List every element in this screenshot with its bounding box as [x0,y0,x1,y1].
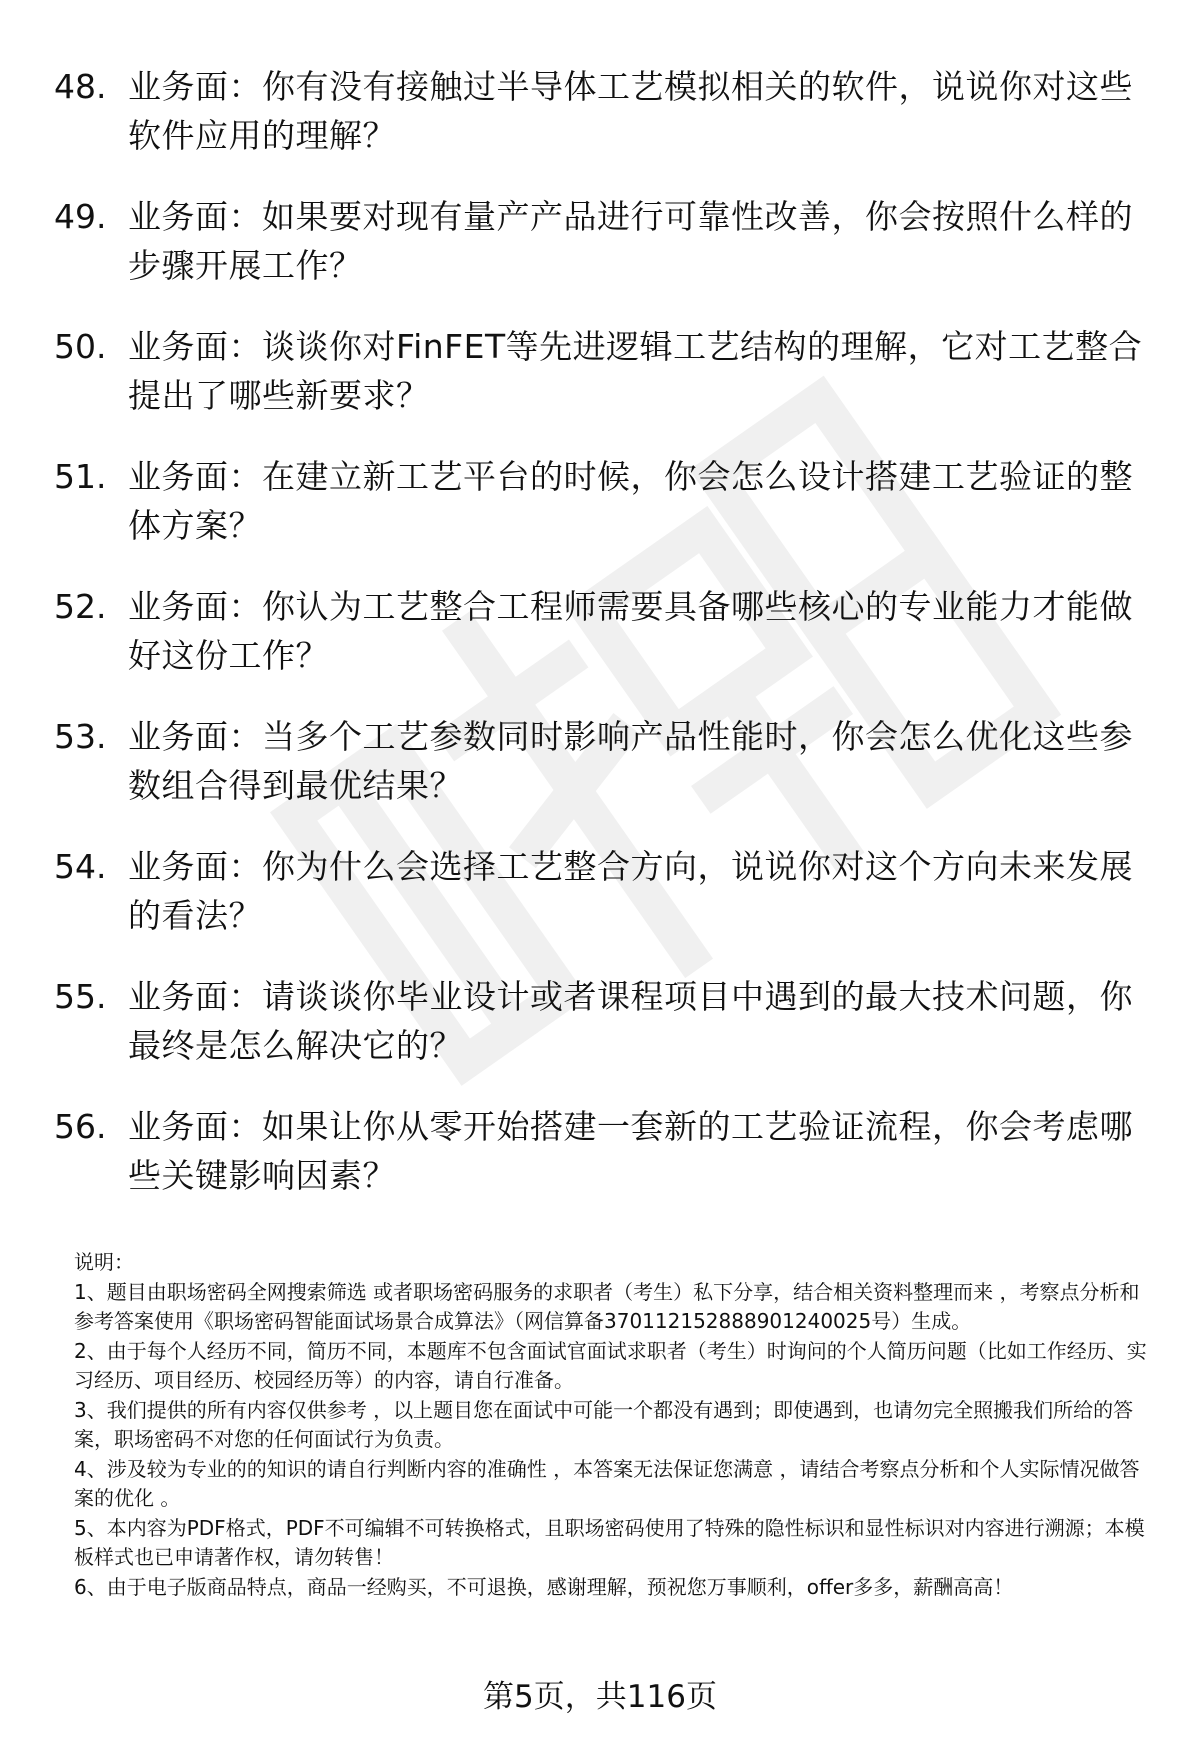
question-text: 业务面：如果要对现有量产产品进行可靠性改善，你会按照什么样的步骤开展工作？ [128,197,1133,285]
question-number: 54. [54,847,107,886]
question-number: 48. [54,67,107,106]
question-number: 50. [54,327,107,366]
question-text: 业务面：请谈谈你毕业设计或者课程项目中遇到的最大技术问题，你最终是怎么解决它的？ [128,977,1133,1065]
question-text: 业务面：如果让你从零开始搭建一套新的工艺验证流程，你会考虑哪些关键影响因素？ [128,1107,1133,1195]
question-number: 51. [54,457,107,496]
notes-section [74,1248,1154,1602]
question-item [54,972,1154,1102]
question-item [54,322,1154,452]
question-list [54,62,1154,1232]
question-item [54,192,1154,322]
question-text: 业务面：在建立新工艺平台的时候，你会怎么设计搭建工艺验证的整体方案？ [128,457,1133,545]
question-number: 55. [54,977,107,1016]
note-item: 2、由于每个人经历不同，简历不同，本题库不包含面试官面试求职者（考生）时询问的个人简历问题（比如工作经历、实习经历、项目经历、校园经历等）的内容，请自行准备。 [74,1338,1147,1392]
question-text: 业务面：当多个工艺参数同时影响产品性能时，你会怎么优化这些参数组合得到最优结果？ [128,717,1133,805]
question-number: 56. [54,1107,107,1146]
question-item [54,712,1154,842]
note-item: 6、由于电子版商品特点，商品一经购买，不可退换，感谢理解，预祝您万事顺利，offer多多，薪酬高高！ [74,1574,1014,1599]
note-item: 1、题目由职场密码全网搜索筛选 或者职场密码服务的求职者（考生）私下分享，结合相关资料整理而来 ，考察点分析和参考答案使用《职场密码智能面试场景合成算法》（网信算备370112152888901240025号）生成。 [74,1279,1140,1333]
note-item: 4、涉及较为专业的的知识的请自行判断内容的准确性 ，本答案无法保证您满意 ，请结合考察点分析和个人实际情况做答案的优化 。 [74,1456,1140,1510]
question-number: 49. [54,197,107,236]
question-text: 业务面：你有没有接触过半导体工艺模拟相关的软件，说说你对这些软件应用的理解？ [128,67,1133,155]
question-item [54,842,1154,972]
question-text: 业务面：你认为工艺整合工程师需要具备哪些核心的专业能力才能做好这份工作？ [128,587,1133,675]
question-number: 53. [54,717,107,756]
page-number: 第5页，共116页 [483,1679,717,1715]
question-item [54,1102,1154,1232]
note-item: 5、本内容为PDF格式，PDF不可编辑不可转换格式，且职场密码使用了特殊的隐性标识和显性标识对内容进行溯源；本模板样式也已申请著作权，请勿转售！ [74,1515,1145,1569]
question-text: 业务面：你为什么会选择工艺整合方向，说说你对这个方向未来发展的看法？ [128,847,1133,935]
question-item [54,62,1154,192]
notes-title: 说明： [74,1250,134,1274]
note-item: 3、我们提供的所有内容仅供参考 ，以上题目您在面试中可能一个都没有遇到；即使遇到，也请勿完全照搬我们所给的答案，职场密码不对您的任何面试行为负责。 [74,1397,1134,1451]
question-number: 52. [54,587,107,626]
question-item [54,582,1154,712]
question-text: 业务面：谈谈你对FinFET等先进逻辑工艺结构的理解，它对工艺整合提出了哪些新要求？ [128,327,1143,415]
question-item [54,452,1154,582]
